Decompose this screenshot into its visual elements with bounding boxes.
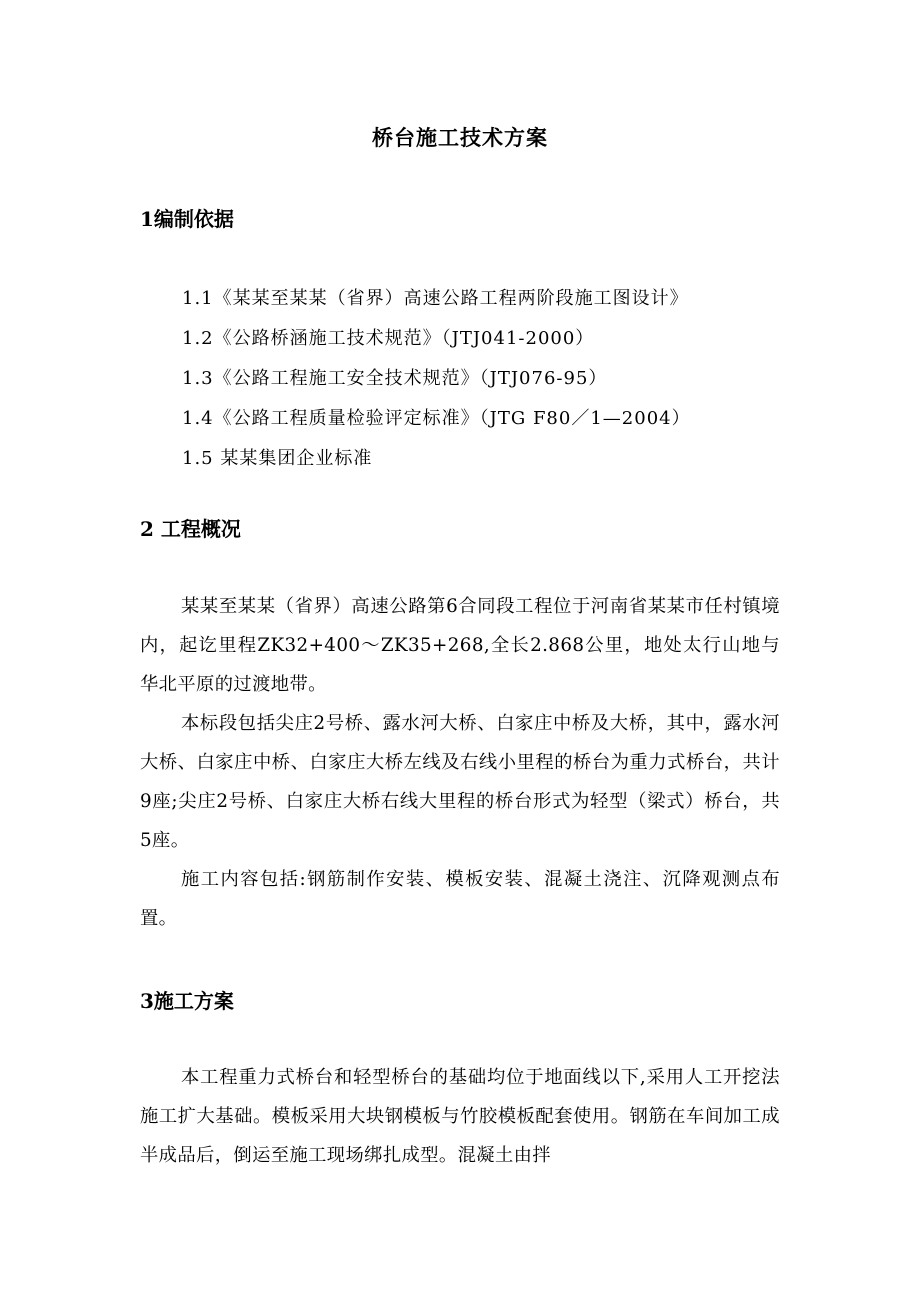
reference-item: 1.2《公路桥涵施工技术规范》（JTJ041-2000） xyxy=(182,328,595,349)
reference-item: 1.3《公路工程施工安全技术规范》（JTJ076-95） xyxy=(182,368,608,389)
reference-item: 1.1《某某至某某（省界）高速公路工程两阶段施工图设计》 xyxy=(182,288,689,309)
paragraph: 本标段包括尖庄2号桥、露水河大桥、白家庄中桥及大桥，其中，露水河大桥、白家庄中桥、白家庄大桥左线及右线小里程的桥台为重力式桥台，共计9座;尖庄2号桥、白家庄大桥右线大里程的桥台形式为轻型（梁式）桥台，共5座。 xyxy=(140,713,780,851)
section-heading-3: 3施工方案 xyxy=(140,989,234,1013)
paragraph: 某某至某某（省界）高速公路第6合同段工程位于河南省某某市任村镇境内，起讫里程ZK32+400～ZK35+268,全长2.868公里，地处太行山地与华北平原的过渡地带。 xyxy=(140,596,780,695)
paragraph: 本工程重力式桥台和轻型桥台的基础均位于地面线以下,采用人工开挖法施工扩大基础。模板采用大块钢模板与竹胶模板配套使用。钢筋在车间加工成半成品后，倒运至施工现场绑扎成型。混凝土由拌 xyxy=(140,1067,780,1166)
paragraph: 施工内容包括:钢筋制作安装、模板安装、混凝土浇注、沉降观测点布置。 xyxy=(140,869,780,929)
document-title: 桥台施工技术方案 xyxy=(372,125,548,150)
reference-item: 1.4《公路工程质量检验评定标准》（JTG F80／1—2004） xyxy=(182,408,691,429)
section-heading-2: 2 工程概况 xyxy=(140,517,241,541)
reference-item: 1.5 某某集团企业标准 xyxy=(182,448,373,469)
section-heading-1: 1编制依据 xyxy=(140,207,234,231)
